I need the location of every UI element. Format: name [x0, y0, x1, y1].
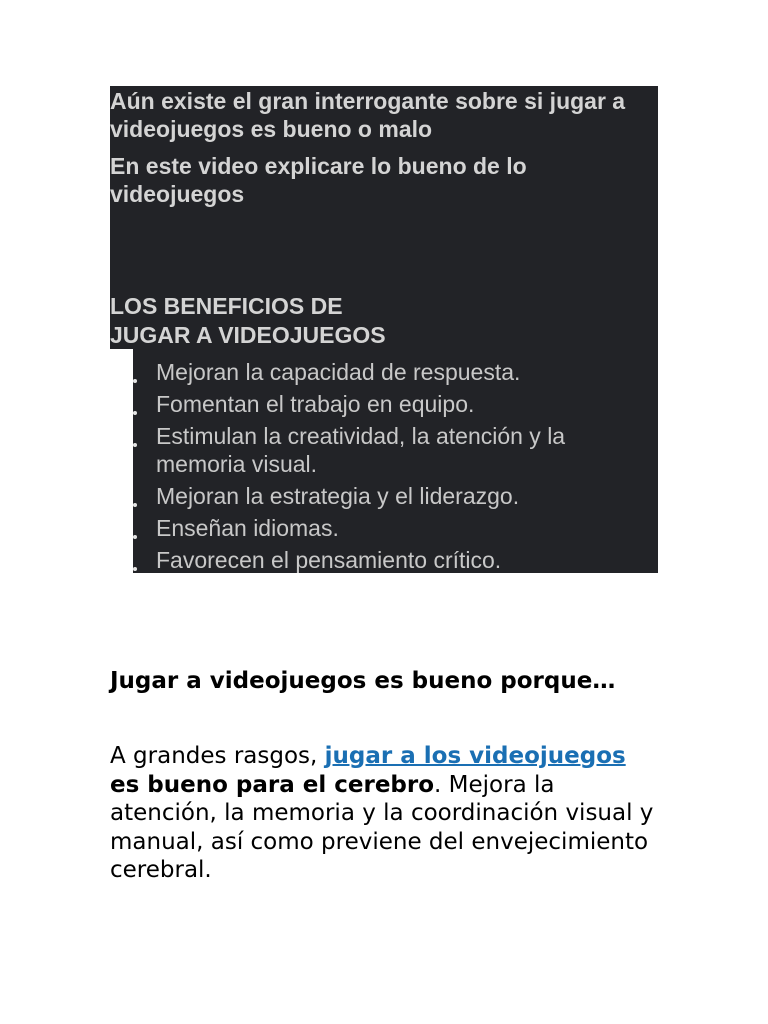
article-paragraph: [110, 742, 655, 885]
intro-video-note: En este video explicare lo bueno de lo videojuegos: [110, 153, 527, 207]
benefits-heading: [110, 292, 610, 350]
list-item-text: Mejoran la estrategia y el liderazgo.: [156, 483, 520, 509]
list-item: [133, 482, 633, 510]
list-item-text: Enseñan idiomas.: [156, 515, 339, 541]
bullet-icon: [133, 379, 137, 383]
videojuegos-link[interactable]: jugar a los videojuegos: [324, 743, 626, 769]
bullet-icon: [133, 567, 137, 571]
benefits-heading-line2: JUGAR A VIDEOJUEGOS: [110, 322, 386, 348]
benefits-list: [133, 358, 633, 578]
paragraph-bold-text: es bueno para el cerebro: [110, 771, 435, 798]
bullet-icon: [133, 443, 137, 447]
list-item-text: Favorecen el pensamiento crítico.: [156, 547, 502, 573]
list-item: [133, 422, 633, 478]
bullet-icon: [133, 503, 137, 507]
article-heading: Jugar a videojuegos es bueno porque…: [110, 668, 616, 694]
list-item-text: Mejoran la capacidad de respuesta.: [156, 359, 521, 385]
list-item-text: Estimulan la creatividad, la atención y la memoria visual.: [156, 423, 566, 477]
paragraph-end-text: . Mejora la atención, la memoria y la coordinación visual y manual, así como previene del envejecimiento cerebral.: [110, 771, 654, 883]
list-item: [133, 390, 633, 418]
list-item: [133, 514, 633, 542]
paragraph-intro-text: A grandes rasgos,: [110, 743, 325, 769]
bullet-icon: [133, 535, 137, 539]
list-item: [133, 546, 633, 574]
intro-question: Aún existe el gran interrogante sobre si jugar a videojuegos es bueno o malo: [110, 88, 626, 142]
bullet-icon: [133, 411, 137, 415]
list-item-text: Fomentan el trabajo en equipo.: [156, 391, 475, 417]
benefits-heading-line1: LOS BENEFICIOS DE: [110, 293, 343, 319]
list-item: [133, 358, 633, 386]
